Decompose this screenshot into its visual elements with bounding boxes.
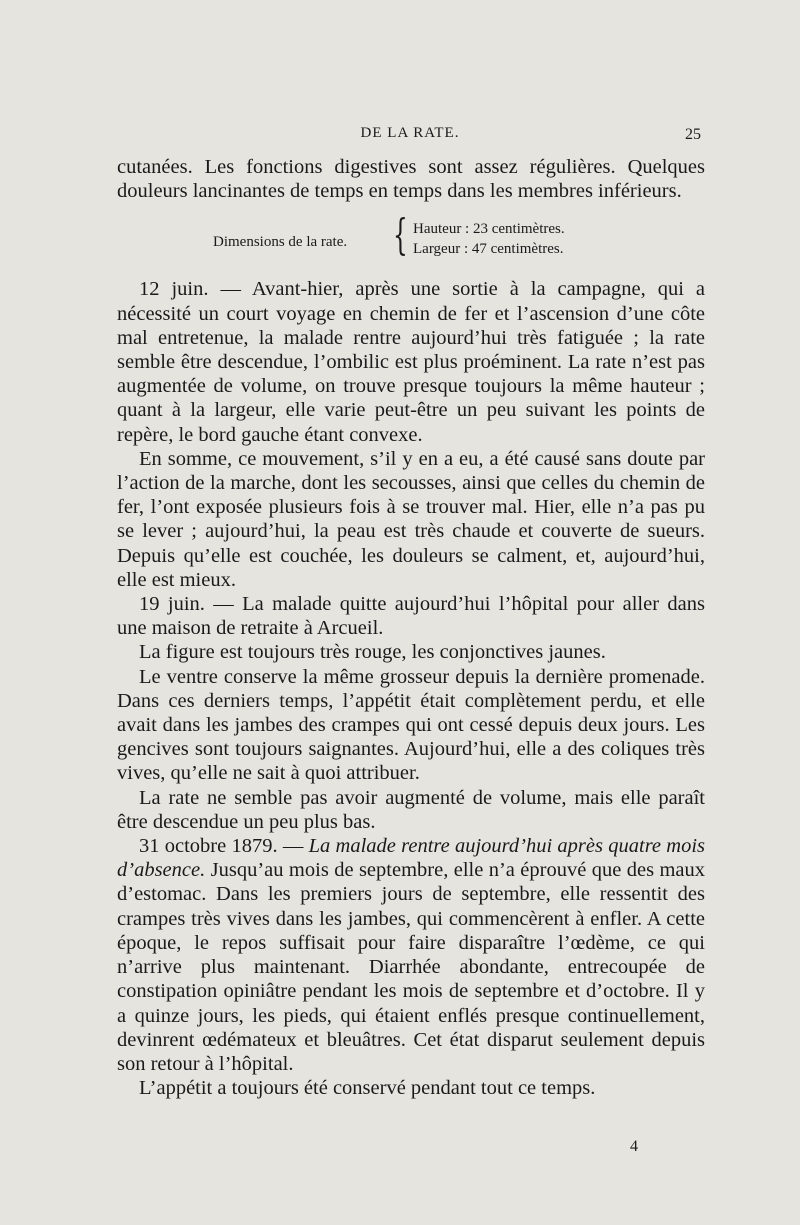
width-value: Largeur : 47 centimètres. bbox=[413, 241, 564, 258]
paragraph-ventre: Le ventre conserve la même grosseur depuis la dernière promenade. Dans ces derniers temps, l’appétit était complètement perdu, et elle avait dans les jambes des crampes qui ont cessé depuis deux jours. Les gencives sont toujours saignantes. Aujourd’hui, elle a des coliques très vives, qu’elle ne sait à quoi attribuer. bbox=[117, 665, 705, 785]
paragraph-june-12: 12 juin. — Avant-hier, après une sortie à la campagne, qui a nécessité un court voyage en chemin de fer et l’ascension d’une côte mal entretenue, la malade rentre aujourd’hui très fatiguée ; la rate semble être descendue, l’ombilic est plus proéminent. La rate n’est pas augmentée de volume, on trouve presque toujours la même hauteur ; quant à la largeur, elle varie peut-être un peu suivant les points de repère, le bord gauche étant convexe. bbox=[117, 278, 705, 446]
paragraph-continuation: cutanées. Les fonctions digestives sont assez régulières. Quelques douleurs lancinantes de temps en temps dans les membres inférieurs. bbox=[117, 156, 705, 203]
paragraph-appetit: L’appétit a toujours été conservé pendant tout ce temps. bbox=[139, 1077, 596, 1100]
paragraph-figure: La figure est toujours très rouge, les conjonctives jaunes. bbox=[139, 641, 606, 664]
page-number: 25 bbox=[685, 126, 701, 143]
october-italic-phrase: La malade rentre aujourd’hui après quatre mois d’absence. bbox=[117, 835, 705, 882]
page-header bbox=[117, 125, 703, 147]
paragraph-june-19: 19 juin. — La malade quitte aujourd’hui l’hôpital pour aller dans une maison de retraite à Arcueil. bbox=[117, 593, 705, 640]
body-text bbox=[117, 155, 705, 1100]
brace-symbol: { bbox=[393, 210, 408, 260]
paragraph-rate: La rate ne semble pas avoir augmenté de volume, mais elle paraît être descendue un peu plus bas. bbox=[117, 786, 705, 833]
height-value: Hauteur : 23 centimètres. bbox=[413, 221, 565, 238]
running-title: DE LA RATE. bbox=[360, 125, 460, 141]
october-body: Jusqu’au mois de septembre, elle n’a éprouvé que des maux d’estomac. Dans les premiers jours de septembre, elle ressentit des crampes très vives dans les jambes, qui commencèrent à enfler. A cette époque, le repos suffisait pour faire disparaître l’œdème, ce qui n’arrive plus maintenant. Diarrhée abondante, entrecoupée de constipation opiniâtre pendant les mois de septembre et d’octobre. Il y a quinze jours, les pieds, qui étaient enflés presque continuellement, devinrent œdémateux et bleuâtres. Cet état disparut seulement depuis son retour à l’hôpital. bbox=[117, 859, 705, 1075]
paragraph-october-31 bbox=[117, 834, 705, 1076]
paragraph-en-somme: En somme, ce mouvement, s’il y en a eu, a été causé sans doute par l’action de la marche, dont les secousses, ainsi que celles du chemin de fer, l’ont exposée plusieurs fois à se trouver mal. Hier, elle n’a pas pu se lever ; aujourd’hui, la peau est très chaude et couverte de sueurs. Depuis qu’elle est couchée, les douleurs se calment, et, aujourd’hui, elle est mieux. bbox=[117, 447, 705, 591]
october-date-lead: 31 octobre 1879. — bbox=[139, 835, 309, 858]
spleen-dimensions bbox=[117, 210, 705, 260]
dimensions-label: Dimensions de la rate. bbox=[213, 234, 348, 251]
signature-mark: 4 bbox=[630, 1138, 638, 1155]
dimensions-values bbox=[413, 219, 565, 259]
